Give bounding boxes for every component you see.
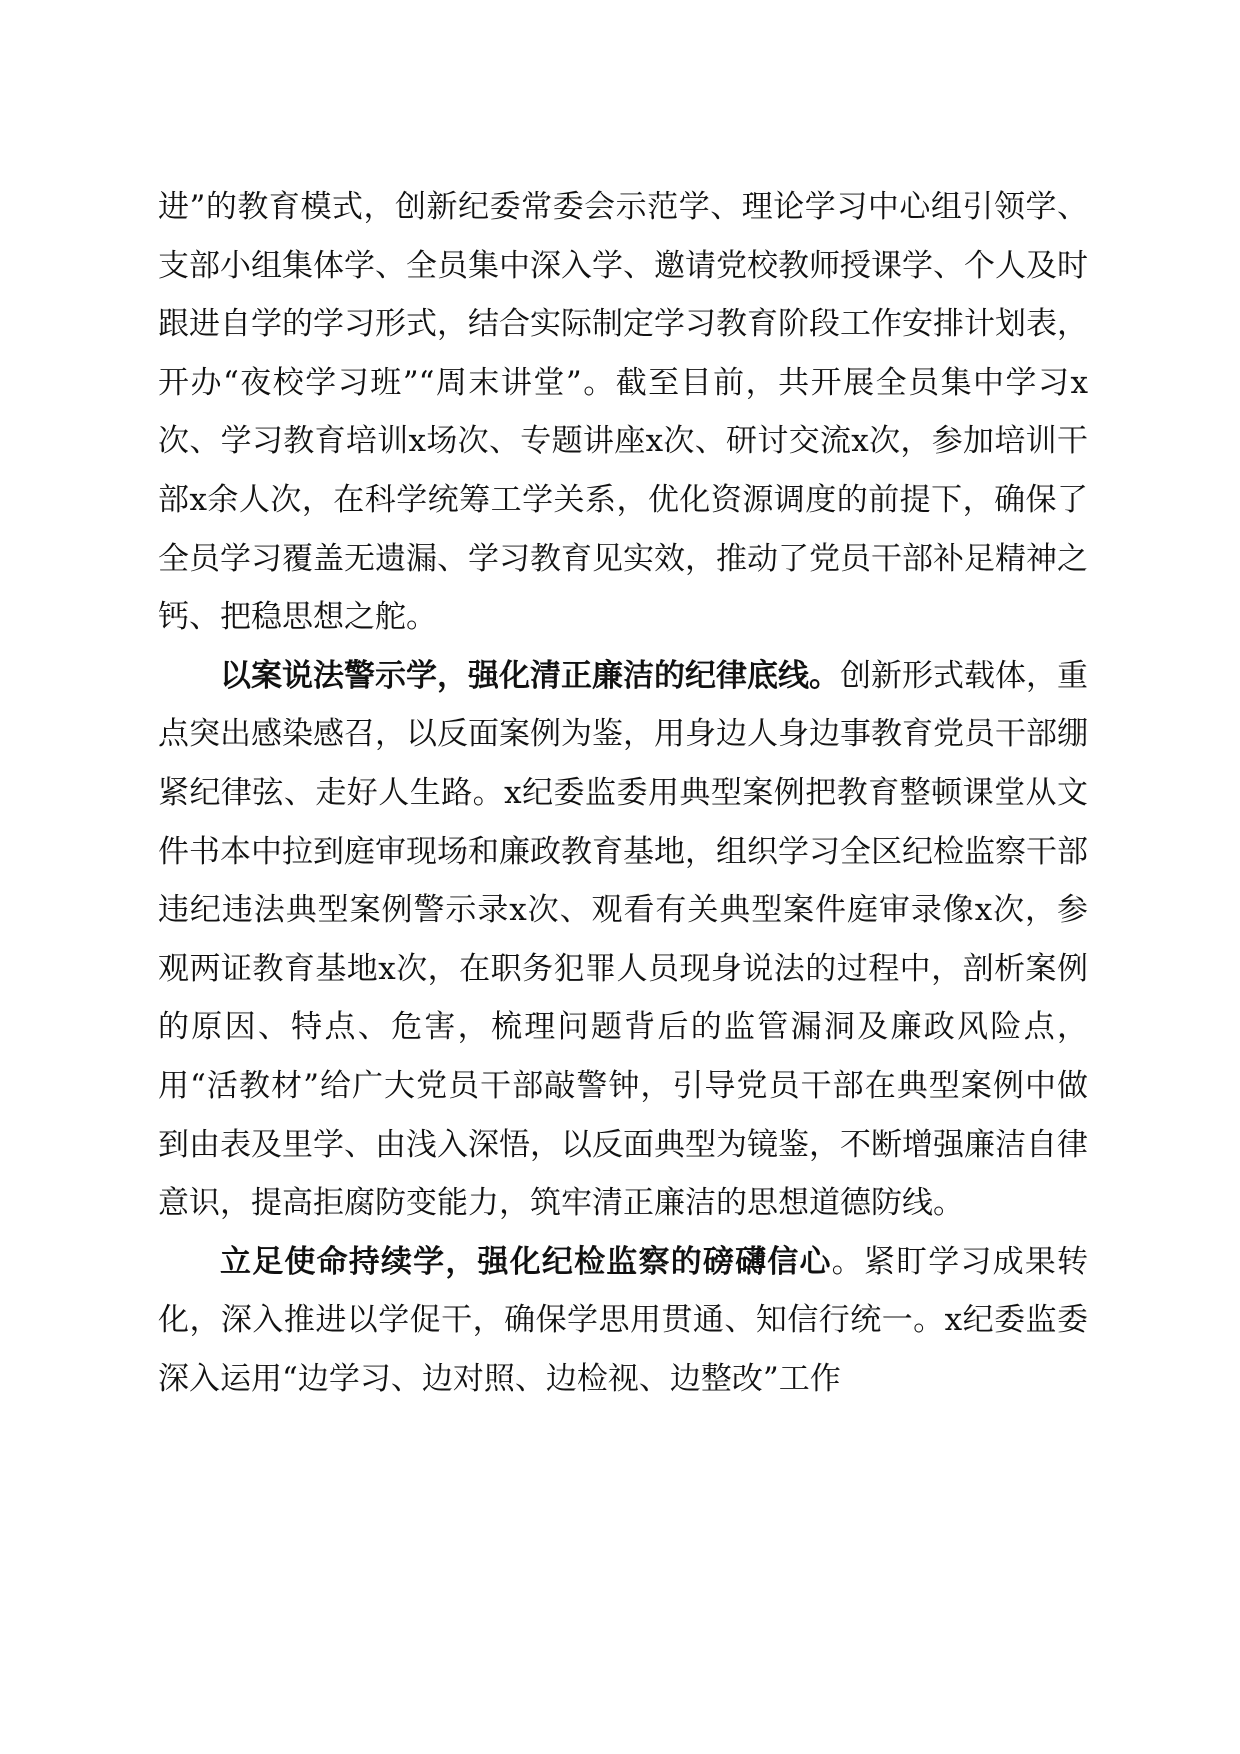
paragraph-1-body: 进”的教育模式，创新纪委常委会示范学、理论学习中心组引领学、支部小组集体学、全员集中深入学、邀请党校教师授课学、个人及时跟进自学的学习形式，结合实际制定学习教育阶段工作安排计划表，开办“夜校学习班”“周末讲堂”。截至目前，共开展全员集中学习x次、学习教育培训x场次、专题讲座x次、研讨交流x次，参加培训干部x余人次，在科学统筹工学关系，优化资源调度的前提下，确保了全员学习覆盖无遗漏、学习教育见实效，推动了党员干部补足精神之钙、把稳思想之舵。 xyxy=(158,189,1088,636)
paragraph-2-heading: 以案说法警示学，强化清正廉洁的纪律底线。 xyxy=(220,657,840,694)
paragraph-3-heading: 立足使命持续学，强化纪检监察的磅礴信心 xyxy=(220,1243,832,1280)
paragraph-3-body: 。紧盯学习成果转化，深入推进以学促干，确保学思用贯通、知信行统一。x纪委监委深入运用“边学习、边对照、边检视、边整改”工作 xyxy=(158,1243,1089,1397)
paragraph-2 xyxy=(158,647,1088,1233)
paragraph-2-body: 创新形式载体，重点突出感染感召，以反面案例为鉴，用身边人身边事教育党员干部绷紧纪律弦、走好人生路。x纪委监委用典型案例把教育整顿课堂从文件书本中拉到庭审现场和廉政教育基地，组织学习全区纪检监察干部违纪违法典型案例警示录x次、观看有关典型案件庭审录像x次，参观两证教育基地x次，在职务犯罪人员现身说法的过程中，剖析案例的原因、特点、危害，梳理问题背后的监管漏洞及廉政风险点，用“活教材”给广大党员干部敲警钟，引导党员干部在典型案例中做到由表及里学、由浅入深悟，以反面典型为镜鉴，不断增强廉洁自律意识，提高拒腐防变能力，筑牢清正廉洁的思想道德防线。 xyxy=(158,657,1088,1222)
document-page xyxy=(158,178,1088,1408)
paragraph-3 xyxy=(158,1233,1088,1409)
paragraph-1 xyxy=(158,178,1088,647)
